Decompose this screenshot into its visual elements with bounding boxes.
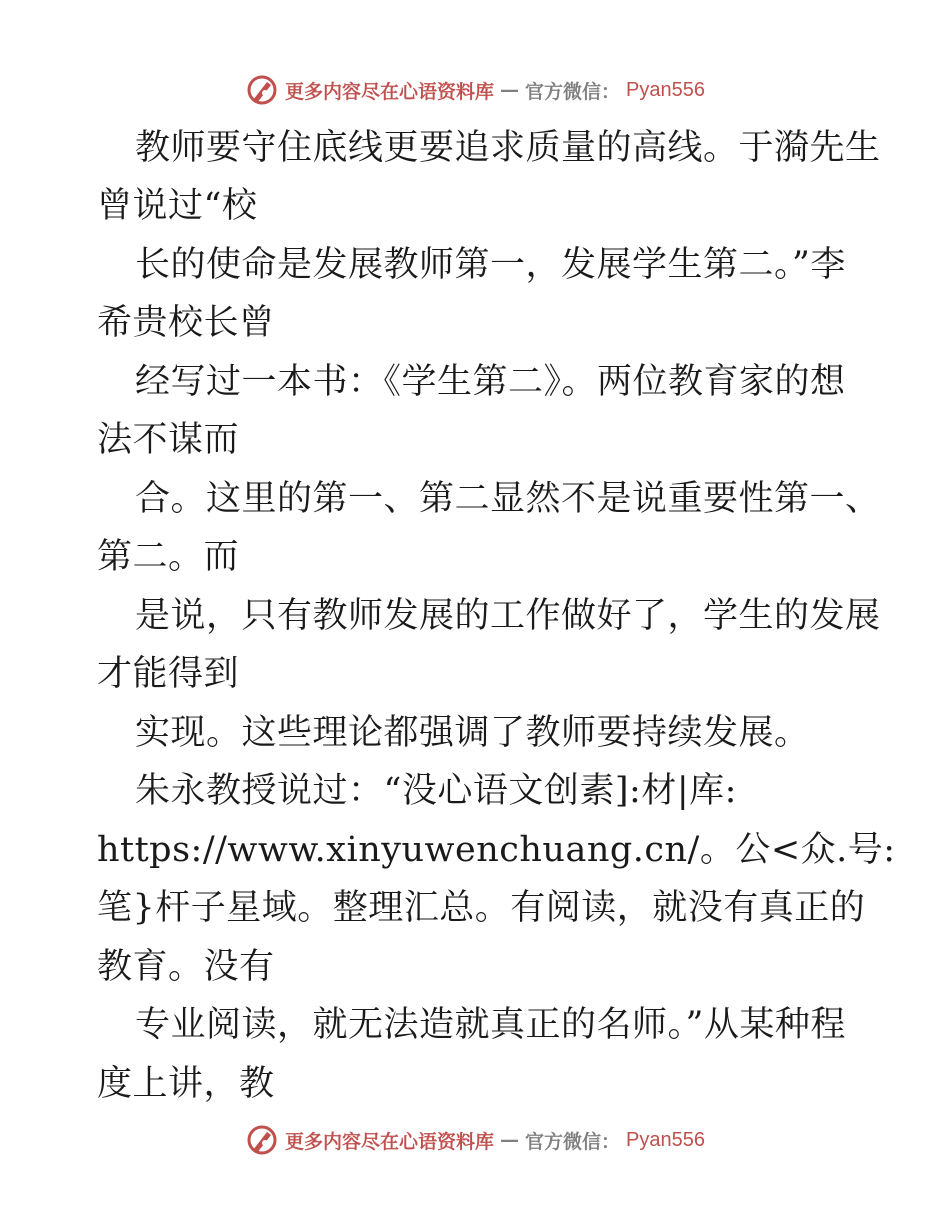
text-line: 教师要守住底线更要追求质量的高线。于漪先生	[135, 128, 881, 168]
banner-wechat-label: 官方微信：	[525, 1130, 621, 1153]
text-line: 长的使命是发展教师第一，发展学生第二。”李	[135, 245, 846, 285]
text-line: 第二。而	[97, 537, 240, 577]
text-line: 专业阅读，就无法造就真正的名师。”从某种程	[135, 1005, 846, 1045]
text-line: 希贵校长曾	[97, 303, 275, 343]
text-line: 合。这里的第一、第二显然不是说重要性第一、	[135, 479, 881, 519]
text-line: 经写过一本书：《学生第二》。两位教育家的想	[135, 362, 846, 402]
banner-wechat-label: 官方微信：	[525, 80, 621, 103]
banner-dash: —	[500, 1129, 520, 1151]
banner-site-name: 更多内容尽在心语资料库	[285, 1130, 495, 1153]
pen-circle-logo-icon	[245, 1123, 279, 1157]
text-line: 实现。这些理论都强调了教师要持续发展。	[135, 713, 810, 753]
text-line: 笔}杆子星域。整理汇总。有阅读，就没有真正的	[97, 888, 866, 928]
banner-site-name: 更多内容尽在心语资料库	[285, 80, 495, 103]
text-line: https://www.xinyuwenchuang.cn/。公<众.号:	[97, 830, 896, 870]
text-line: 度上讲，教	[97, 1064, 275, 1104]
text-line: 曾说过“校	[97, 186, 258, 226]
text-line: 教育。没有	[97, 947, 275, 987]
text-line: 才能得到	[97, 654, 240, 694]
text-line: 法不谋而	[97, 420, 240, 460]
text-line: 是说，只有教师发展的工作做好了，学生的发展	[135, 596, 881, 636]
text-line: 朱永教授说过：“没心语文创素]:材|库:	[135, 771, 737, 811]
banner-wechat-id: Pyan556	[626, 78, 705, 101]
banner-wechat-id: Pyan556	[626, 1128, 705, 1151]
footer-banner	[0, 1120, 950, 1160]
banner-dash: —	[500, 79, 520, 101]
